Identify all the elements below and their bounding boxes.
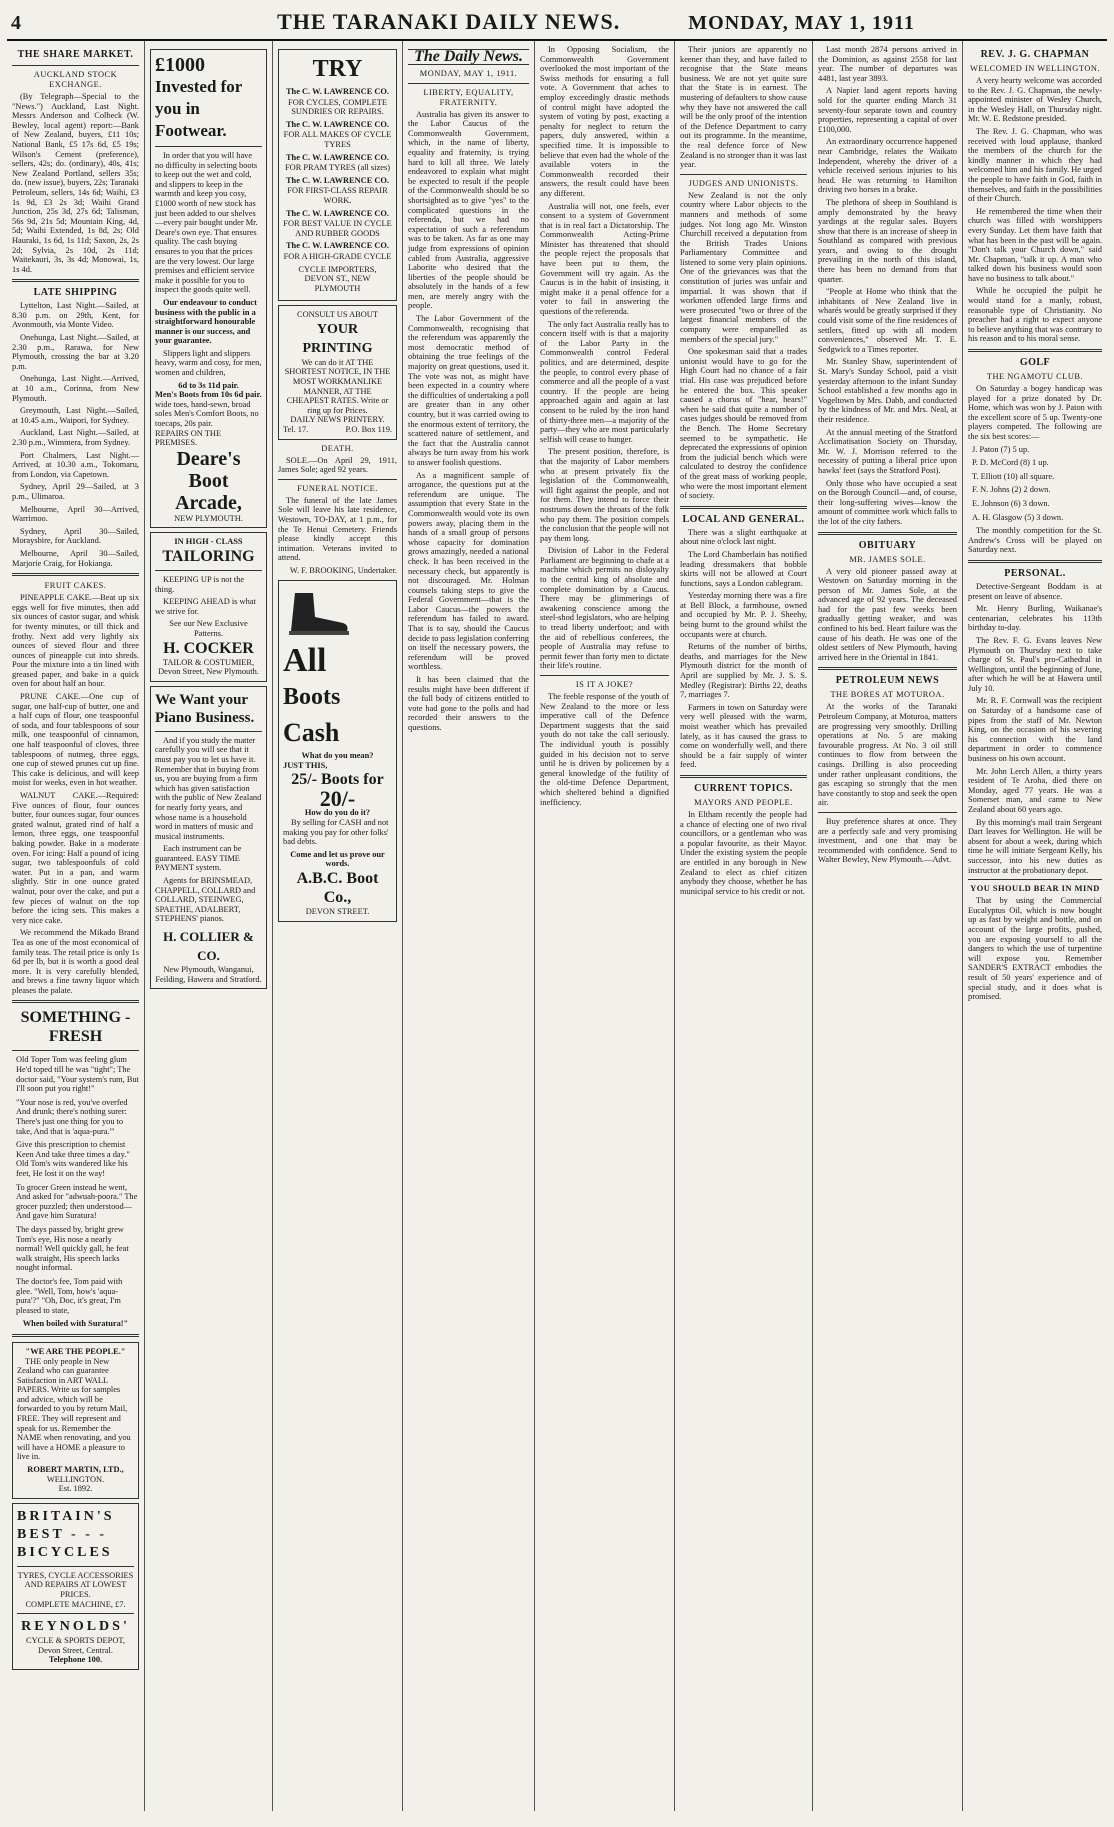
wall-paper-ad	[12, 1342, 139, 1499]
shipping-item: Melbourne, April 30—Sailed, Marjorie Craig, for Hokianga.	[12, 548, 139, 568]
editorial-paragraph: Division of Labor in the Federal Parliament are beginning to chafe at a machine which permits no disloyalty to the central king of absolute and complete domination by a Caucus. There may be glimmerings of awakening conscience among the steel-shod legislators, who are helping to tread liberty underfoot; and with the aid of rebellious conferees, the people of Australia may refuse to permit fewer than forty men to dictate their life's routine.	[540, 546, 669, 671]
editorial-paragraph: In Opposing Socialism, the Commonwealth Government overlooked the most important of the Swiss methods for ensuring a full vote. A Government that aches to employ exceedingly drastic methods of control might have adopted the system of voting by post, exacting a penalty for neglect to return the papers, duly answered, within a specified time. It is impossible to believe that even had the whole of the available voters in the Commonwealth recorded their answers, the result could have been any different.	[540, 45, 669, 198]
editorial-paragraph: Australia will not, one feels, ever consent to a system of Government that is in real fact a Dictatorship. The Commonwealth Acting-Prime Minister has threatened that should the people reject the proposals that have been put to them, the Government will try again. As the Caucus is in the habit of insisting, it might make it a penal offence for a voter to fail in answering the questions of the referenda.	[540, 201, 669, 317]
newspaper-title: THE TARANAKI DAILY NEWS.	[277, 9, 621, 34]
funeral-heading: FUNERAL NOTICE.	[297, 483, 378, 493]
golf-footer: The monthly competition for the St. Andrew's Cross will be played on Saturday next.	[968, 526, 1102, 555]
cocker-ad	[150, 532, 267, 681]
news-paragraph: Last month 2874 persons arrived in the Dominion, as against 2558 for last year. The number of departures was 4481, last year 3893.	[818, 45, 957, 83]
printing-ad	[278, 305, 397, 439]
news-paragraph: While he occupied the pulpit he would stand for a manly, robust, reasonable type of Christianity. No preacher had a right to expect anyone to believe anything that was contrary to his reason and to his moral sense.	[968, 286, 1102, 344]
editorial-paragraph: The only fact Australia really has to concern itself with is that a majority of the Labor Party in the Commonwealth control Federal politics, and are determined, despite the people, to control every phase of commerce and all the people of a vast country. If the people are being approached again and again at last consent to be ruled by the iron hand of thirty-three men—a majority of the party—they who are most particularly selfish will cease to hunger.	[540, 319, 669, 444]
local-general-heading: LOCAL AND GENERAL.	[682, 513, 805, 525]
lawrence-firm-name: The C. W. LAWRENCE CO.	[285, 241, 390, 251]
shipping-list	[12, 301, 139, 568]
column-2	[145, 41, 273, 1811]
editorial-date: MONDAY, MAY 1, 1911.	[419, 68, 518, 78]
poem-stanza: The doctor's fee, Tom paid with glee. "Well, Tom, how's 'aqua-pura'?" "Oh, Doc, it's great, I'm pleased to state,	[16, 1276, 123, 1315]
keeping-ahead: KEEPING AHEAD is what we strive for.	[155, 597, 256, 616]
personal-heading: PERSONAL.	[1004, 567, 1066, 579]
funeral-notice: The funeral of the late James Sole will leave his late residence, Westown, TO-DAY, at 1 p.m., for the Te Henui Cemetery. Friends please kindly accept this intimation. Veterans invited to attend.	[278, 495, 397, 563]
abc-address: DEVON STREET.	[305, 906, 370, 916]
poem-stanza: Old Toper Tom was feeling glum He'd toped till he was "tight"; The doctor said, "Your system's rum, But I'll soon put you right!"	[16, 1055, 139, 1094]
lawrence-line: FOR FIRST-CLASS REPAIR WORK.	[287, 186, 388, 205]
golf-score: J. Paton (7) 5 up.	[972, 444, 1030, 454]
current-topics-subheading: MAYORS AND PEOPLE.	[694, 797, 793, 807]
obituary-text: A very old pioneer passed away at Westown on Saturday morning in the person of Mr. James Sole, at the advanced age of 92 years. The deceased had for the past few weeks been gradually getting weaker, and was confined to his bed. Heart failure was the cause of his death. He was one of the oldest settlers of New Plymouth, having arrived here in the Oriental in 1841.	[818, 566, 957, 662]
printery-tel: Tel. 17.	[283, 425, 309, 435]
bicycles-line-3: BICYCLES	[17, 1544, 113, 1560]
personal-item: The Rev. F. G. Evans leaves New Plymouth on Thursday next to take charge of St. Paul's pro-Cathedral in Wellington, until the beginning of June, after which he will be at Hawera until July 10.	[968, 635, 1102, 693]
deare-name: Deare's	[176, 447, 241, 470]
column-6	[675, 41, 813, 1811]
obituary-heading: OBITUARY	[858, 539, 917, 551]
chapman-subheading: WELCOMED IN WELLINGTON.	[969, 64, 1101, 73]
footwear-text: In order that you will have no difficulty in selecting boots to keep out the wet and cold, and slippers to keep in the warmth and keep you cosy, £1000 worth of new stock has just been added to our shelves—every pair bought under Mr. Deare's own eye. That ensures quality. The cash buying ensures to you that the prices are the very lowest. Our large premises and efficient service make it possible for you to inspect the goods quite well.	[155, 151, 258, 295]
footwear-endeavour: Our endeavour to conduct business with the public in a straightforward honourable manner is our success, and your guarantee.	[155, 297, 257, 346]
cocker-sub: TAILOR & COSTUMIER,	[162, 657, 255, 667]
boots-price: 25/- Boots for	[291, 771, 384, 789]
collier-name: H. COLLIER & CO.	[163, 929, 254, 964]
bicycles-machine: COMPLETE MACHINE, £7.	[25, 1599, 126, 1609]
news-paragraph: An extraordinary occurrence happened near Cambridge, relates the Waikato Independent, whereby the driver of a vehicle received serious injuries to his head. He was returning to Hamilton driving two horses in a brake.	[818, 137, 957, 195]
joke-heading: IS IT A JOKE?	[575, 680, 634, 689]
printing-text: We can do it AT THE SHORTEST NOTICE, IN THE MOST WORKMANLIKE MANNER, AT THE CHEAPEST RATES. Write or ring up for Prices.	[284, 357, 391, 415]
reynolds-name: REYNOLDS'	[21, 1619, 130, 1635]
golf-score: P. D. McCord (8) 1 up.	[972, 458, 1049, 468]
bicycles-text: TYRES, CYCLE ACCESSORIES AND REPAIRS AT LOWEST PRICES.	[17, 1570, 134, 1599]
personal-item: Mr. Henry Burling, Waikanae's centenarian, celebrates his 113th birthday to-day.	[968, 604, 1102, 633]
editorial-paragraph: It has been claimed that the results might have been different if the full body of citizens entitled to vote had gone to the polls and had recorded their answers to the questions.	[408, 675, 529, 732]
boot-illustration-icon	[283, 589, 353, 637]
robert-martin-firm: ROBERT MARTIN, LTD.,	[27, 1465, 124, 1475]
editorial-paragraph: The Labor Government of the Commonwealth, recognising that the referendum was apparently the most democratic method of obtaining the true feelings of the majority on great questions, used it. The vote was not, as might have been expected in a country where the difficulties of undertaking a poll are greater than in any other country, but it was carried owing to the enormous extent of territory, the scattered nature of settlement, and the fact that the Australia cannot always be turn away from his work to answer foolish questions.	[408, 314, 529, 467]
printing-title: YOUR PRINTING	[302, 321, 373, 356]
share-market-text: (By Telegraph—Special to the "News.") Auckland, Last Night. Messrs Anderson and Colbeck (W. Bewley, local agent) report:—Bank of New Zealand, buyers, £11 10s; National Bank, £5 17s 6d, £5 19s; Wilson's Cement (preference), sellers, 42s; do. (ordinary), 40s, 41s; New Zealand Portland, sellers 35s; do. (new issue), buyers, 22s; Taranaki Petroleum, sellers, 14s 6d; Waihi, £3 1s 9d, £3 2s 3d; Waihi Grand Junction, 25s 3d, 27s 6d; Talisman, 56s 9d, 21s 5d; Mountain King, 4d, 5d; Waihi Extended, 1s 8d, 2s; Old Hauraki, 1s 6d, 1s 11d; Saxon, 2s, 2s 2d; Sylvia, 2s 10d, 2s 11d; Waitekauri, 3s, 3s 4d; Monowai, 1s, 1s 4d.	[12, 92, 139, 274]
chapman-heading: REV. J. G. CHAPMAN	[980, 49, 1090, 60]
try-heading: TRY	[312, 56, 363, 82]
personal-item: Mr. John Lerch Allen, a thirty years resident of Te Aroha, died there on Monday, aged 77 years. He was a Somerset man, and came to New Zealand about 60 years ago.	[968, 766, 1102, 814]
printing-heading: CONSULT US ABOUT	[297, 310, 378, 320]
lawrence-firm-name: The C. W. LAWRENCE CO.	[285, 119, 390, 129]
printery-box: P.O. Box 119.	[345, 425, 392, 435]
abc-boot-ad	[278, 580, 397, 922]
news-paragraph: Mr. Stanley Shaw, superintendent of St. Mary's Sunday School, paid a visit yesterday afternoon to the infant Sunday School established a few months ago in Vogeltown by Mrs. Dabb, and conducted by the kindness of Mr. and Mrs. Neal, at their residence.	[818, 357, 957, 424]
lawrence-line: FOR A HIGH-GRADE CYCLE	[283, 251, 392, 261]
editorial-paragraph: Australia has given its answer to the Labor Caucus of the Commonwealth Government, which, in the name of liberty, equality and fraternity, is trying hard to kill all three. We lately endeavored to explain what might be expected to result if the people of the Commonwealth should be so shortsighted as to give "yes" to the complicated questions in the referenda, but we had no expectation of such a referendum was to be taken. As far as one may judge from expressions of opinion cabled from Australia, aggressive Laborite who desired that the liberties of the people should be absolutely in the hands of a few men, are merely angry with the people.	[408, 109, 529, 311]
lawrence-firm-name: The C. W. LAWRENCE CO.	[285, 87, 390, 96]
golf-heading: GOLF	[1019, 357, 1051, 369]
local-general-text	[680, 528, 807, 770]
deare-place: NEW PLYMOUTH.	[174, 513, 243, 523]
columns	[7, 41, 1107, 1811]
piano-heading: We Want your Piano Business.	[155, 691, 255, 726]
golf-subheading: THE NGAMOTU CLUB.	[986, 372, 1084, 382]
deare-ad	[150, 49, 267, 528]
obituary-subheading: MR. JAMES SOLE.	[849, 554, 926, 564]
boots-boots: Boots	[283, 684, 341, 711]
editorial-logo: The Daily News.	[408, 49, 529, 65]
page-number: 4	[11, 12, 21, 34]
golf-score: T. Elliott (10) all square.	[972, 471, 1055, 481]
news-paragraph: The plethora of sheep in Southland is amply demonstrated by the heavy yardings at the regular sales. Buyers show that there is an increase of sheep in Southland as compared with previous years, and owing to the drought prevailing in the north of this island, there has been no demand from that quarter.	[818, 197, 957, 284]
news-paragraph: Farmers in town on Saturday were very well pleased with the warm, moist weather which has prevailed lately, as it has caused the grass to come on wonderfully well, and there should be a fair supply of winter feed.	[680, 702, 807, 770]
footwear-price: £1000	[155, 54, 205, 76]
piano-agents: Agents for BRINSMEAD, CHAPPELL, COLLARD and COLLARD, STEINWEG, SPAETHE, ADALBERT, STEPHENS' pianos.	[155, 876, 256, 924]
lawrence-list	[283, 87, 392, 293]
recipe-item: WALNUT CAKE.—Required: Five ounces of flour, four ounces butter, four ounces sugar, four ounces grated walnut, grated rind of half a lemon, three eggs, one teaspoonful baking powder. Bake in a moderate oven. For icing: Half a pound of icing sugar, two tablespoonfuls of cold water. Put in a pan, and warm slightly. Stir in one ounce grated walnut, pour over the cake, and put a few pieces of walnut on the top before the icing sets. This makes a very nice cake.	[12, 791, 139, 925]
petroleum-advert: Buy preference shares at once. They are a perfectly safe and very promising investment, and one that may be recommended with confidence. Send to Walter Bewley, New Plymouth.—Advt.	[818, 816, 957, 865]
repairs: REPAIRS ON THE PREMISES.	[155, 428, 222, 448]
cocker-name: H. COCKER	[163, 639, 254, 657]
funeral-sign: W. F. BROOKING, Undertaker.	[289, 565, 397, 575]
poem-ending: When boiled with Suratura!"	[22, 1319, 129, 1329]
chapman-text	[968, 76, 1102, 344]
boots-how: How do you do it?	[304, 808, 371, 818]
poem-stanza: To grocer Green instead he went, And asked for "adwuah-poora." The grocer puzzled; then understood— And gave him Suratura!	[16, 1182, 138, 1221]
news-paragraph: The Lord Chamberlain has notified leading dressmakers that bobble skirts will not be allowed at Court functions, says a London cablegram.	[680, 549, 807, 588]
shipping-item: Onehunga, Last Night.—Sailed, at 2.30 p.m., Rarawa, for New Plymouth, crossing the bar at 3.20 p.m.	[12, 333, 139, 371]
current-topics-heading: CURRENT TOPICS.	[694, 782, 793, 794]
lawrence-ad	[278, 49, 397, 301]
shipping-item: Sydney, April 29—Sailed, at 3 p.m., Ulimaroa.	[12, 482, 139, 501]
death-heading: DEATH.	[321, 443, 354, 453]
golf-score: F. N. Johns (2) 2 down.	[972, 485, 1051, 495]
news-paragraph: At the annual meeting of the Stratford Acclimatisation Society on Thursday, Mr. W. J. Morrison referred to the necessity of putting a liberal price upon hawks' feet (says the Stratford Post).	[818, 427, 957, 475]
piano-text: And if you study the matter carefully you will see that it must pay you to let us have it. Remember that in buying from us, you are buying from a firm which has given satisfaction with the public of New Zealand for nearly forty years, and whose name is a household word in matters of music and musical instruments.	[155, 735, 262, 841]
reynolds-ad	[12, 1503, 139, 1670]
petroleum-text: At the works of the Taranaki Petroleum Company, at Moturoa, matters are progressing very smoothly. Drilling operations at No. 5 are making favourable progress. At No. 3 oil still continues to flow from between the casings. Drilling is also proceeding under rather unpleasant conditions, the gas escaping so strongly that the men have constantly to stop and seek the open air.	[818, 702, 957, 808]
sanders-text: That by using the Commercial Eucalyptus Oil, which is now bought up as fast by weight and bottle, and on account of the large profits, pushed, you are exposing yourself to all the dangers to which the use of turpentine will expose you. Remember SANDER'S EXTRACT embodies the result of 50 years' experience and of special study, and it does what is promised.	[968, 896, 1102, 1002]
piano-text-2: Each instrument can be guaranteed. EASY TIME PAYMENT system.	[155, 844, 242, 873]
late-shipping-heading: LATE SHIPPING	[33, 287, 118, 299]
judges-text	[680, 191, 807, 501]
robert-martin-est: Est. 1892.	[58, 1484, 93, 1494]
news-paragraph: Only those who have occupied a seat on the Borough Council—and, of course, their long-suffering wives—know the amount of committee work which falls to the lot of the city fathers.	[818, 478, 957, 526]
lawrence-firm-name: The C. W. LAWRENCE CO.	[285, 152, 390, 162]
tailoring-title: TAILORING	[162, 548, 255, 565]
shipping-item: Melbourne, April 30—Arrived, Warrimoo.	[12, 504, 139, 524]
golf-score: E. Johnson (6) 3 down.	[972, 498, 1050, 508]
something-fresh-heading: SOMETHING - FRESH	[20, 1009, 131, 1046]
editorial-text	[408, 110, 529, 733]
keeping-up: KEEPING UP is not the thing.	[155, 575, 245, 594]
tailoring-heading: IN HIGH - CLASS	[174, 537, 243, 547]
personal-item: By this morning's mail train Sergeant Dart leaves for Wellington. He will be absent for about a week, during which time he will initiate Sergeant Kelly, his successor, into his new duties as instructor at the probationary depot.	[968, 817, 1102, 875]
boots-text: By selling for CASH and not making you pay for other folks' bad debts.	[283, 817, 389, 847]
reynolds-sub: CYCLE & SPORTS DEPOT, Devon Street, Central.	[26, 1636, 125, 1655]
boot-arcade: Boot Arcade,	[175, 469, 242, 514]
lawrence-line: FOR CYCLES, COMPLETE SUNDRIES OR REPAIRS.	[288, 97, 387, 117]
petroleum-heading: PETROLEUM NEWS	[835, 675, 940, 687]
news-paragraph: There was a slight earthquake at about nine o'clock last night.	[680, 527, 807, 547]
lawrence-line: CYCLE IMPORTERS, DEVON ST., NEW PLYMOUTH	[298, 264, 377, 293]
news-paragraph: "People at Home who think that the inhabitants of New Zealand live in wharés would be greatly surprised if they could visit some of the fine residences of settlers, fitted up with all modern conveniences," observed Mr. T. E. Sedgwick to a Times reporter.	[818, 287, 957, 354]
golf-score: A. H. Glasgow (5) 3 down.	[972, 512, 1064, 522]
lawrence-line: FOR PRAM TYRES (all sizes)	[284, 163, 390, 173]
news-paragraph: New Zealand is not the only country where Labor objects to the manners and methods of some judges. Not long ago Mr. Winston Churchill received a deputation from the British Trades Unions Parliamentary Committee and listened to some very plain opinions. One of the grievances was that the constitution of juries was unfair and impartial. It was shown that if workmen offended large firms and were prosecuted "two or three of the largest financial members of the company were empanelled as members of the special jury."	[680, 190, 807, 344]
footwear-slippers: Slippers light and slippers heavy, warm and cosy, for men, women and children,	[155, 348, 262, 378]
wall-paper-text: THE only people in New Zealand who can guarantee Satisfaction in ART WALL PAPERS. Write us for samples and advice, which will be forwarded to you by return Mail, FREE. They will represent and speak for us. Remember the NAME when renovating, and you will have a HOME a pleasure to live in.	[17, 1356, 131, 1462]
poem-stanza: The days passed by, bright grew Tom's eye, His nose a nearly normal! Well quickly gall, he feat walk straight, His speech lacks nought informal.	[16, 1224, 129, 1273]
mens-boots: Men's Boots from 10s 6d pair.	[155, 390, 262, 400]
news-paragraph: One spokesman said that a trades unionist would have to go for the High Court had no chance of a fair trial. His case was prejudiced before he entered the box. This speaker caused a chorus of "hear, hears!" when he said that quite a number of cases judges should be removed from the Bench. The Home Secretary seemed to be sympathetic. He deprecated the expressions of opinion from the judicial bench which were calculated to destroy the confidence of the great mass of working people, who were the most important element of society.	[680, 347, 807, 501]
printery: DAILY NEWS PRINTERY.	[290, 415, 385, 425]
editorial-heading: LIBERTY, EQUALITY, FRATERNITY.	[423, 87, 514, 107]
poem-stanza: "Your nose is red, you've overfed And drunk; there's nothing surer: There's just one thing for you to take, And that is 'aqua-pura.'"	[16, 1097, 128, 1136]
shipping-item: Greymouth, Last Night.—Sailed, at 10.45 a.m., Waipori, for Sydney.	[12, 406, 139, 425]
joke-text: The feeble response of the youth of New Zealand to the more or less imperative call of the Defence Department suggests that the said youth do not take the call seriously. The individual youth is possibly guided in his decision not to serve until he is driven by policemen by a general knowledge of the futility of the old-time Defence Department, which sheltered behind a dignified inefficiency.	[540, 692, 669, 807]
personal-text	[968, 582, 1102, 875]
newspaper-page	[7, 7, 1107, 1813]
column-8	[963, 41, 1107, 1811]
lawrence-firm-name: The C. W. LAWRENCE CO.	[285, 208, 390, 218]
collier-sub: New Plymouth, Wanganui, Feilding, Hawera and Stratford.	[155, 965, 262, 984]
fruit-cakes-heading: FRUIT CAKES.	[44, 581, 107, 591]
news-paragraph: A very hearty welcome was accorded to the Rev. J. G. Chapman, the newly-appointed minister of Wesley Church, in the Wesley Hall, on Thursday night. Mr. W. E. Redstone presided.	[968, 76, 1102, 124]
boots-come: Come and let us prove our words.	[290, 849, 385, 869]
recipe-item: PRUNE CAKE.—One cup of sugar, one half-cup of butter, one and a half cups of flour, one teaspoonful of soda, and four tablespoons of sour milk, one teaspoonful of cinnamon, one half teaspoonful of cloves, three tablespoons of nutmeg, three eggs, one cup of stewed prunes cut up fine. This cake is delicious, and will keep moist for weeks, even in hot weather.	[12, 692, 139, 788]
boots-question: What do you mean?	[301, 751, 374, 761]
fruit-cakes-list	[12, 593, 139, 995]
wide-toes: wide toes, hand-sewn, broad soles Men's Comfort Boots, no toecaps, 20s pair.	[155, 399, 259, 429]
slippers-price: 6d to 3s 11d pair.	[178, 380, 239, 390]
shipping-item: Onehunga, Last Night.—Arrived, at 10 a.m., Corinna, from New Plymouth.	[12, 374, 139, 403]
news-items	[818, 45, 957, 527]
column-1	[7, 41, 145, 1811]
boots-all: All	[283, 642, 327, 680]
masthead	[7, 7, 1107, 41]
boots-price-2: 20/-	[319, 786, 356, 812]
judges-heading: JUDGES AND UNIONISTS.	[688, 178, 799, 188]
golf-scores	[968, 445, 1102, 523]
editorial-continued	[540, 45, 669, 671]
editorial-paragraph: The present position, therefore, is that the majority of Labor members who at present privately fix the legislation of the Commonwealth, will fight against the people, and not for them. They intend to force their nostrums down the throats of the folk who pay them. The position compels the conclusion that the people will not pay them long.	[540, 447, 669, 543]
news-paragraph: A Napier land agent reports having sold for the quarter ending March 31 seventy-four separate town and country properties, representing a capital of over £100,000.	[818, 86, 957, 134]
shipping-item: Lyttelton, Last Night.—Sailed, at 8.30 p.m. on 29th, Kent, for Avonmouth, via Monte Video.	[12, 301, 139, 330]
reynolds-telephone: Telephone 100.	[48, 1655, 103, 1665]
column-4	[403, 41, 535, 1811]
issue-date: MONDAY, MAY 1, 1911	[688, 12, 915, 34]
current-topics-text: In Eltham recently the people had a chance of electing one of two rival councillors, or a gentleman who was a popular favourite, as their Mayor. Under the existing system the people are entitled in any borough in New Zealand to elect as chief citizen anybody they choose, whether he has municipal service to his credit or not.	[680, 809, 807, 896]
lawrence-line: FOR BEST VALUE IN CYCLE AND RUBBER GOODS	[283, 219, 392, 238]
bicycles-line-1: BRITAIN'S	[17, 1508, 115, 1524]
petroleum-subheading: THE BORES AT MOTUROA.	[830, 690, 945, 700]
news-paragraph: Their juniors are apparently no keener than they, and have failed to recognise that the State means business. We are not yet quite sure that the State is in earnest. The mustering of defaulters to show cause why they have not answered the call will be the only proof of the intention of the Defence Department to carry out its programme. In the meantime, the real defence force of New Zealand is no stronger than it was last year.	[680, 45, 807, 170]
news-paragraph: He remembered the time when their church was filled with worshippers every Sunday. Let them have faith that what has been in the past will be again. "Don't talk your Church down," said Mr. Chapman, "talk it up. A man who talked down his business would soon have no business to talk about."	[968, 206, 1102, 283]
footwear-heading: Invested for you in Footwear.	[155, 77, 243, 140]
boots-cash: Cash	[283, 718, 340, 748]
recipe-item: We recommend the Mikado Brand Tea as one of the most economical of family teas. The retail price is only 1s 6d per lb, but it is worth a good deal more. It is very carefully blended, and brews a fine tawny liquor which pleases the palate.	[12, 928, 139, 995]
column-5	[535, 41, 675, 1811]
shipping-item: Port Chalmers, Last Night.—Arrived, at 10.30 a.m., Tokomaru, from London, via Capetown.	[12, 450, 139, 479]
death-notice: SOLE.—On April 29, 1911, James Sole; aged 92 years.	[278, 455, 397, 475]
boots-just: JUST THIS,	[283, 760, 328, 770]
personal-item: Detective-Sergeant Boddam is at present on leave of absence.	[968, 581, 1102, 601]
personal-item: Mr. R. F. Cornwall was the recipient on Saturday of a handsome case of pipes from the staff of Mr. Newton King, on the occasion of his severing his connection with the land department in order to commence business on his own account.	[968, 696, 1102, 764]
column-7	[813, 41, 963, 1811]
lawrence-firm-name: The C. W. LAWRENCE CO.	[285, 175, 390, 185]
recipe-item: PINEAPPLE CAKE.—Beat up six eggs well for five minutes, then add six ounces of castor sugar, and whisk for twenty minutes, or till thick and frothy. Next add very lightly six ounces of sieved flour and three ounces of pineapple cut into shreds. Pour the mixture into a tin lined with greased paper, and bake in a quick oven for about half an hour.	[12, 593, 139, 689]
abc-name: A.B.C. Boot Co.,	[296, 869, 379, 906]
news-paragraph: Returns of the number of births, deaths, and marriages for the New Plymouth district for the month of April are supplied by Mr. J. S. S. Medley (Registrar): Births 22, deaths 7, marriages 7.	[680, 642, 807, 700]
patterns: See our New Exclusive Patterns.	[169, 619, 248, 638]
sanders-heading: YOU SHOULD BEAR IN MIND	[970, 884, 1100, 894]
share-market-subheading: AUCKLAND STOCK EXCHANGE.	[33, 70, 118, 89]
news-paragraph: Yesterday morning there was a fire at Bell Block, a farmhouse, owned and occupied by Mr. P. J. Sheehy, being burnt to the ground whilst the occupants were at church.	[680, 591, 807, 639]
collier-ad	[150, 686, 267, 989]
poem	[12, 1055, 139, 1315]
lawrence-line: FOR ALL MAKES OF CYCLE TYRES	[283, 130, 392, 149]
wall-paper-heading: "WE ARE THE PEOPLE."	[25, 1346, 126, 1356]
cocker-address: Devon Street, New Plymouth.	[158, 667, 259, 677]
shipping-item: Sydney, April 30—Sailed, Moraysbire, for Auckland.	[12, 526, 139, 546]
editorial-paragraph: As a magnificent sample of arrogance, the questions put at the referendum are unique. The assumption that every State in the Commonwealth would vote its own powers away, placing them in the hands of a small group of persons whose capacity for domination grows amazingly, needed a national check. It has been received in the necessary check, but apparently is not discouraged. Mr. Holman counsels taking steps to give the Federal Government—that is the Labor Caucus—the powers the referendum has failed to award. That is to say, should the Caucus decide to pass legislation conferring on itself the necessary powers, the referendum will be proved worthless.	[408, 470, 529, 672]
news-paragraph: The Rev. J. G. Chapman, who was received with loud applause, thanked the members of the church for the kindly manner in which they had welcomed him and his family. He urged the people to have faith in God, faith in themselves, and faith in the possibilities of their Church.	[968, 126, 1102, 204]
robert-martin-place: WELLINGTON.	[46, 1474, 105, 1484]
golf-text: On Saturday a bogey handicap was played for a prize donated by Dr. Home, which was won by J. Paton with the excellent score of 5 up. Twenty-one players competed. The following are the six best scores:—	[968, 384, 1102, 441]
share-market-heading: THE SHARE MARKET.	[17, 49, 134, 60]
poem-stanza: Give this prescription to chemist Keen And take three times a day." Old Tom's wits wandered like his feet, He lost it on the way!	[16, 1140, 130, 1178]
shipping-item: Auckland, Last Night.—Sailed, at 2.30 p.m., Wimmera, from Sydney.	[12, 428, 139, 447]
column-3	[273, 41, 403, 1811]
defence-text	[680, 45, 807, 170]
bicycles-line-2: BEST - - -	[17, 1526, 108, 1542]
